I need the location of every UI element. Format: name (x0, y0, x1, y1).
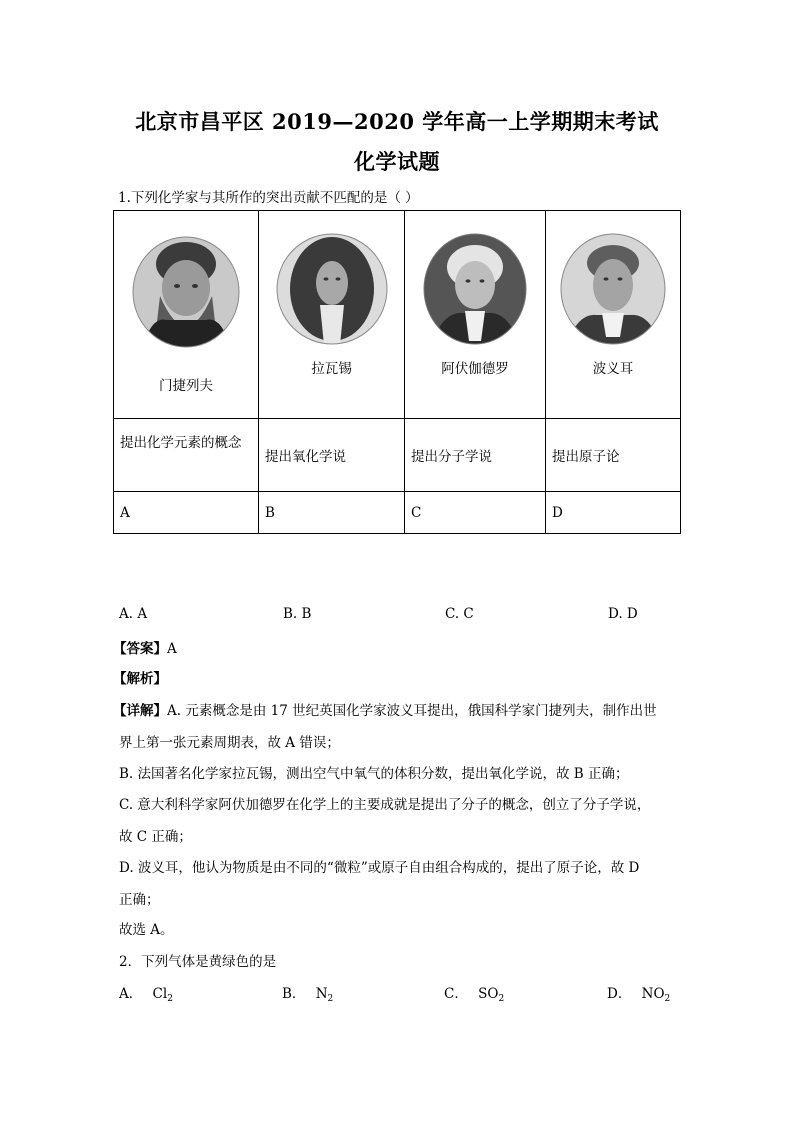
cell-mendeleev (114, 211, 259, 419)
q1-option-d: D. D (608, 606, 638, 622)
contribution-row (114, 419, 681, 492)
detail-line-7: 正确； (119, 892, 160, 908)
detail-line-4: C. 意大利科学家阿伏加德罗在化学上的主要成就是提出了分子的概念，创立了分子学说， (119, 797, 651, 813)
letter-c: C (405, 492, 546, 534)
q2-option-c-subscript: 2 (498, 994, 505, 1004)
answer-label: 【答案】 (113, 641, 167, 657)
letter-b: B (259, 492, 405, 534)
contribution-d: 提出原子论 (546, 419, 681, 492)
question-2-stem: 2．下列气体是黄绿色的是 (119, 954, 277, 970)
q2-option-a-subscript: 2 (167, 994, 173, 1004)
contribution-b: 提出氧化学说 (259, 419, 405, 492)
contribution-c: 提出分子学说 (405, 419, 546, 492)
detail-line-3: B. 法国著名化学家拉瓦锡，测出空气中氧气的体积分数，提出氧化学说，故 B 正确； (119, 766, 629, 782)
chemists-table (113, 210, 681, 534)
exam-subtitle: 化学试题 (354, 149, 440, 174)
analysis-label: 【解析】 (113, 671, 167, 687)
chemist-name-lavoisier: 拉瓦锡 (311, 360, 352, 377)
q1-option-c: C. C (445, 606, 474, 622)
chemist-name-boyle: 波义耳 (592, 360, 634, 377)
q2-option-c-formula: SO (478, 986, 499, 1002)
q2-option-d-subscript: 2 (664, 994, 671, 1004)
chemist-name-avogadro: 阿伏伽德罗 (441, 360, 509, 377)
q2-option-d (607, 982, 670, 1004)
answer-value: A (167, 641, 177, 657)
detail-line-5: 故 C 正确； (119, 829, 192, 845)
q2-option-c (444, 982, 504, 1004)
detail-line-6: D. 波义耳，他认为物质是由不同的“微粒”或原子自由组合构成的，提出了原子论，故 D (119, 860, 640, 876)
lavoisier-portrait (276, 233, 388, 345)
cell-lavoisier (259, 211, 405, 419)
q1-option-a: A. A (119, 606, 148, 622)
q2-option-a-formula: Cl (152, 986, 168, 1002)
question-1-stem: 1.下列化学家与其所作的突出贡献不匹配的是（ ） (118, 190, 419, 206)
q2-option-b-letter: B． (282, 986, 306, 1002)
q2-option-c-letter: C． (444, 986, 468, 1002)
mendeleev-portrait (132, 236, 240, 348)
answer-line (113, 637, 177, 657)
q1-option-b: B. B (283, 606, 312, 622)
detail-line-2: 界上第一张元素周期表，故 A 错误； (119, 735, 340, 751)
q2-option-a (119, 982, 173, 1004)
letter-row (114, 492, 681, 534)
q2-option-d-letter: D． (607, 986, 632, 1002)
boyle-portrait (560, 233, 666, 345)
chemist-name-mendeleev: 门捷列夫 (159, 377, 213, 394)
detail-line-1 (113, 699, 657, 719)
exam-title: 北京市昌平区 2019—2020 学年高一上学期期末考试 (135, 109, 659, 134)
q2-option-a-letter: A． (119, 986, 143, 1002)
q2-option-b (282, 982, 333, 1004)
q2-option-b-formula: N (315, 986, 328, 1002)
portrait-row (114, 211, 681, 419)
q2-option-d-formula: NO (641, 986, 665, 1002)
letter-d: D (546, 492, 681, 534)
detail-text-1: A. 元素概念是由 17 世纪英国化学家波义耳提出，俄国科学家门捷列夫，制作出世 (167, 703, 657, 719)
cell-avogadro (405, 211, 546, 419)
detail-label: 【详解】 (113, 703, 167, 719)
letter-a: A (114, 492, 259, 534)
cell-boyle (546, 211, 681, 419)
avogadro-portrait (423, 233, 527, 345)
q2-option-b-subscript: 2 (327, 994, 334, 1004)
contribution-a: 提出化学元素的概念 (114, 419, 259, 492)
detail-line-8: 故选 A。 (119, 922, 174, 938)
